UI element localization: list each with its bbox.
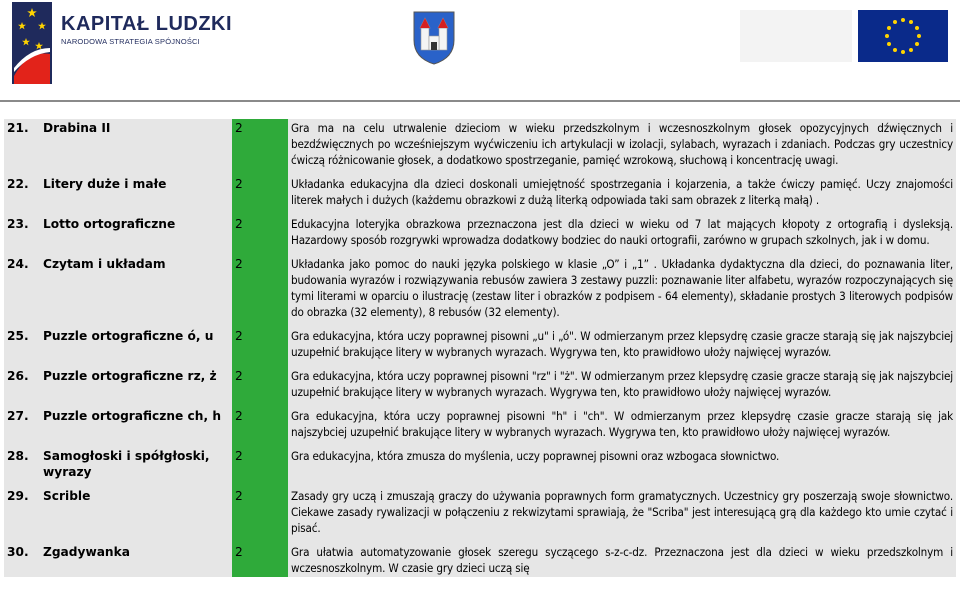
game-title: Lotto ortograficzne <box>40 215 232 249</box>
eu-flag-logo-icon <box>740 10 948 62</box>
document-header <box>0 0 960 100</box>
table-row <box>4 175 956 209</box>
row-number: 28. <box>4 447 40 481</box>
header-divider <box>0 100 960 102</box>
table-row <box>4 543 956 577</box>
game-description: Gra ma na celu utrwalenie dzieciom w wieku przedszkolnym i wczesnoszkolnym głosek opozycyjnych dźwięcznych i bezdźwięcznych po wcześniejszym wyćwiczeniu ich artykulacji w izolacji, sylabach, wyrazach i zdaniach. Podczas gry uczestnicy ćwiczą różnicowanie głosek, a dodatkowo spostrzeganie, pamięć wzrokową, słuchową i koncentrację uwagi. <box>288 119 956 169</box>
row-number: 23. <box>4 215 40 249</box>
game-hours: 2 <box>232 255 288 321</box>
row-number: 24. <box>4 255 40 321</box>
game-hours: 2 <box>232 407 288 441</box>
game-title: Litery duże i małe <box>40 175 232 209</box>
table-row <box>4 487 956 537</box>
table-row <box>4 367 956 401</box>
game-hours: 2 <box>232 175 288 209</box>
row-number: 29. <box>4 487 40 537</box>
game-title: Puzzle ortograficzne ch, h <box>40 407 232 441</box>
program-logo-text <box>61 14 232 46</box>
game-hours: 2 <box>232 119 288 169</box>
row-number: 25. <box>4 327 40 361</box>
game-description: Układanka edukacyjna dla dzieci doskonali umiejętność spostrzegania i kojarzenia, a także ćwiczy pamięć. Uczy znajomości literek małych i dużych (każdemu obrazkowi z dużą literką odpowiada taki sam obrazek z literką małą) . <box>288 175 956 209</box>
game-description: Gra edukacyjna, która zmusza do myślenia, uczy poprawnej pisowni oraz wzbogaca słownictwo. <box>288 447 956 481</box>
game-description: Zasady gry uczą i zmuszają graczy do używania poprawnych form gramatycznych. Uczestnicy gry poszerzają swoje słownictwo. Ciekawe zasady rywalizacji w połączeniu z rekwizytami sprawiają, że "Scriba" jest interesującą grą dla każdego kto umie czytać i pisać. <box>288 487 956 537</box>
game-title: Drabina II <box>40 119 232 169</box>
row-number: 21. <box>4 119 40 169</box>
game-title: Puzzle ortograficzne ó, u <box>40 327 232 361</box>
program-title: KAPITAŁ LUDZKI <box>61 13 233 35</box>
table-row <box>4 447 956 481</box>
coat-of-arms-icon <box>412 10 456 66</box>
game-description: Gra ułatwia automatyzowanie głosek szeregu syczącego s-z-c-dz. Przeznaczona jest dla dzieci w wieku przedszkolnym i wczesnoszkolnym. W czasie gry dzieci uczą się <box>288 543 956 577</box>
game-title: Czytam i układam <box>40 255 232 321</box>
game-title: Scrible <box>40 487 232 537</box>
game-hours: 2 <box>232 327 288 361</box>
table-row <box>4 119 956 169</box>
row-number: 26. <box>4 367 40 401</box>
games-table <box>4 119 956 577</box>
game-hours: 2 <box>232 487 288 537</box>
game-description: Gra edukacyjna, która uczy poprawnej pisowni "rz" i "ż". W odmierzanym przez klepsydrę czasie gracze starają się jak najszybciej uzupełnić brakujące litery w wybranych wyrazach. Wygrywa ten, kto prawidłowo ułoży najwięcej wyrazów. <box>288 367 956 401</box>
game-description: Edukacyjna loteryjka obrazkowa przeznaczona jest dla dzieci w wieku od 7 lat mających kłopoty z ortografią i dysleksją. Hazardowy sposób rozgrywki wprowadza dodatkowy bodziec do nauki ortografii, zarówno w grupach szkolnych, jak i w domu. <box>288 215 956 249</box>
row-number: 27. <box>4 407 40 441</box>
row-number: 22. <box>4 175 40 209</box>
game-title: Zgadywanka <box>40 543 232 577</box>
table-row <box>4 327 956 361</box>
kapital-ludzki-logo-icon <box>12 2 52 84</box>
table-row <box>4 407 956 441</box>
program-subtitle: NARODOWA STRATEGIA SPÓJNOŚCI <box>61 37 200 46</box>
game-hours: 2 <box>232 215 288 249</box>
game-hours: 2 <box>232 543 288 577</box>
game-hours: 2 <box>232 447 288 481</box>
row-number: 30. <box>4 543 40 577</box>
game-title: Samogłoski i spółgłoski, wyrazy <box>40 447 232 481</box>
game-title: Puzzle ortograficzne rz, ż <box>40 367 232 401</box>
game-hours: 2 <box>232 367 288 401</box>
game-description: Gra edukacyjna, która uczy poprawnej pisowni „u" i „ó". W odmierzanym przez klepsydrę czasie gracze starają się jak najszybciej uzupełnić brakujące litery w wybranych wyrazach. Wygrywa ten, kto prawidłowo ułoży najwięcej wyrazów. <box>288 327 956 361</box>
game-description: Układanka jako pomoc do nauki języka polskiego w klasie „O” i „1” . Układanka dydaktyczna dla dzieci, do poznawania liter, budowania wyrazów i rozwiązywania rebusów zawiera 3 zestawy puzzli: poznawanie liter alfabetu, wyrazów rozpoczynających się tymi literami w oparciu o ilustrację (zestaw liter i obrazków z podpisem - 64 elementy), składanie prostych 3 literowych podpisów do obrazka (32 elementy), 8 rebusów (32 elementy). <box>288 255 956 321</box>
game-description: Gra edukacyjna, która uczy poprawnej pisowni "h" i "ch". W odmierzanym przez klepsydrę czasie gracze starają się jak najszybciej uzupełnić brakujące litery w wybranych wyrazach. Wygrywa ten, kto prawidłowo ułoży najwięcej wyrazów. <box>288 407 956 441</box>
table-row <box>4 255 956 321</box>
table-row <box>4 215 956 249</box>
